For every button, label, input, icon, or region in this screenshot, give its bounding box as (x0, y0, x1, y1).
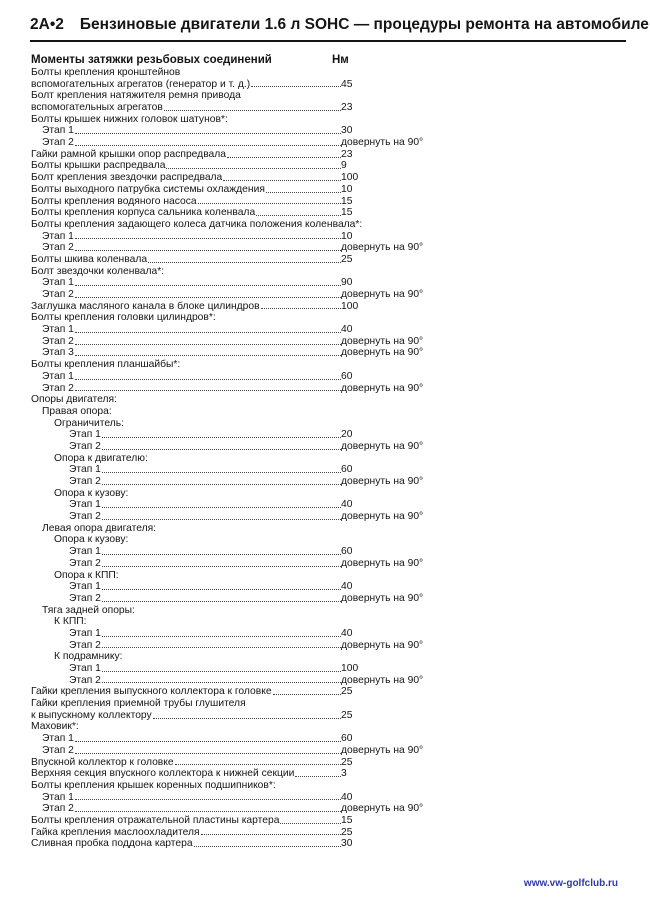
table-row (31, 219, 431, 231)
row-value: 100 (341, 663, 359, 675)
row-label: Опора к кузову: (54, 534, 129, 546)
row-value: 40 (341, 627, 353, 639)
row-value: довернуть на 90° (341, 137, 424, 149)
dot-leader (102, 519, 341, 520)
page-title: Бензиновые двигатели 1.6 л SOHC — процедуры ремонта на автомобиле (79, 16, 649, 33)
row-value: довернуть на 90° (341, 639, 424, 651)
dot-leader (75, 753, 341, 754)
row-label: Этап 2 (42, 335, 74, 347)
table-row (31, 102, 431, 114)
row-value: 10 (341, 183, 353, 195)
table-row (31, 698, 431, 710)
row-label: К КПП: (54, 616, 87, 628)
table-row (31, 277, 431, 289)
row-label: к выпускному коллектору (31, 709, 152, 721)
page-number: 2A•2 (30, 16, 64, 33)
table-row (31, 289, 431, 301)
dot-leader (75, 390, 341, 391)
row-label: Этап 1 (42, 370, 74, 382)
row-label: Гайка крепления маслоохладителя (31, 826, 200, 838)
row-label: Сливная пробка поддона картера (31, 838, 193, 850)
row-value: 100 (341, 300, 359, 312)
column-label-header: Моменты затяжки резьбовых соединений (31, 54, 272, 66)
table-row (31, 79, 431, 91)
table-row (31, 838, 431, 850)
table-row (31, 348, 431, 360)
dot-leader (75, 238, 341, 239)
torque-table (31, 53, 431, 850)
dot-leader (164, 110, 341, 111)
dot-leader (102, 566, 341, 567)
row-label: Тяга задней опоры: (42, 604, 135, 616)
dot-leader (223, 180, 341, 181)
table-row (31, 207, 431, 219)
row-value: 23 (341, 102, 353, 114)
table-row (31, 172, 431, 184)
table-row (31, 827, 431, 839)
table-row (31, 371, 431, 383)
dot-leader (75, 344, 341, 345)
row-label: К подрамнику: (54, 651, 123, 663)
row-value: 9 (341, 160, 347, 172)
row-label: Гайки крепления приемной трубы глушителя (31, 698, 246, 710)
table-header (31, 53, 431, 67)
row-label: Этап 1 (42, 230, 74, 242)
table-row (31, 535, 431, 547)
row-label: Этап 2 (69, 674, 101, 686)
dot-leader (75, 379, 341, 380)
table-row (31, 499, 431, 511)
row-label: Этап 2 (42, 382, 74, 394)
table-row (31, 710, 431, 722)
row-value: довернуть на 90° (341, 674, 424, 686)
dot-leader (75, 741, 341, 742)
row-label: Болты крепления отражательной пластины картера (31, 814, 280, 826)
row-label: Гайки крепления выпускного коллектора к головке (31, 686, 272, 698)
dot-leader (75, 355, 341, 356)
table-row (31, 757, 431, 769)
dot-leader (102, 589, 341, 590)
row-label: Этап 1 (42, 733, 74, 745)
row-label: Этап 2 (42, 744, 74, 756)
row-label: Болты крепления водяного насоса (31, 195, 197, 207)
table-row (31, 242, 431, 254)
row-value: 20 (341, 429, 353, 441)
row-value: 15 (341, 814, 353, 826)
row-value: довернуть на 90° (341, 382, 424, 394)
table-row (31, 453, 431, 465)
row-label: Болты крышки распредвала (31, 160, 166, 172)
dot-leader (75, 285, 341, 286)
row-label: Правая опора: (42, 405, 112, 417)
row-label: Болт крепления звездочки распредвала (31, 172, 223, 184)
row-label: Болты крепления крышек коренных подшипников*: (31, 779, 276, 791)
dot-leader (75, 799, 341, 800)
row-value: 10 (341, 230, 353, 242)
row-value: довернуть на 90° (341, 744, 424, 756)
table-row (31, 137, 431, 149)
row-label: Опора к двигателю: (54, 452, 148, 464)
row-label: Опора к КПП: (54, 569, 119, 581)
row-value: довернуть на 90° (341, 347, 424, 359)
dot-leader (102, 449, 341, 450)
column-unit-header: Нм (332, 54, 349, 66)
page-header (30, 12, 649, 42)
table-row (31, 406, 431, 418)
table-row (31, 231, 431, 243)
row-value: довернуть на 90° (341, 476, 424, 488)
dot-leader (102, 682, 341, 683)
row-value: 25 (341, 826, 353, 838)
table-row (31, 675, 431, 687)
table-row (31, 815, 431, 827)
row-label: Ограничитель: (54, 417, 124, 429)
dot-leader (166, 168, 341, 169)
site-url[interactable]: www.vw-golfclub.ru (523, 878, 618, 889)
table-row (31, 640, 431, 652)
row-label: Впускной коллектор к головке (31, 756, 174, 768)
row-label: Этап 3 (42, 347, 74, 359)
dot-leader (102, 484, 341, 485)
row-value: 40 (341, 581, 353, 593)
row-value: 23 (341, 148, 353, 160)
row-label: Болт звездочки коленвала*: (31, 265, 165, 277)
row-label: Болты выходного патрубка системы охлаждения (31, 183, 265, 195)
row-label: Опоры двигателя: (31, 394, 117, 406)
row-label: Болты шкива коленвала (31, 253, 148, 265)
table-rows (31, 67, 431, 850)
table-row (31, 605, 431, 617)
row-label: Этап 1 (42, 324, 74, 336)
row-label: Заглушка масляного канала в блоке цилиндров (31, 300, 260, 312)
row-value: довернуть на 90° (341, 803, 424, 815)
row-label: Этап 2 (69, 557, 101, 569)
row-label: Этап 1 (69, 429, 101, 441)
dot-leader (261, 308, 341, 309)
table-row (31, 768, 431, 780)
row-label: Этап 1 (69, 464, 101, 476)
table-row (31, 616, 431, 628)
row-value: 25 (341, 756, 353, 768)
table-row (31, 745, 431, 757)
dot-leader (102, 601, 341, 602)
table-row (31, 546, 431, 558)
row-label: Этап 2 (42, 137, 74, 149)
row-label: Этап 2 (69, 592, 101, 604)
table-row (31, 429, 431, 441)
row-label: Этап 2 (69, 476, 101, 488)
row-value: довернуть на 90° (341, 592, 424, 604)
row-value: довернуть на 90° (341, 511, 424, 523)
row-label: Болты крепления планшайбы*: (31, 359, 181, 371)
row-label: Болты крепления головки цилиндров*: (31, 312, 216, 324)
table-row (31, 90, 431, 102)
dot-leader (102, 472, 341, 473)
table-row (31, 593, 431, 605)
row-label: Опора к кузову: (54, 487, 129, 499)
dot-leader (102, 507, 341, 508)
row-label: Этап 1 (42, 277, 74, 289)
dot-leader (75, 133, 341, 134)
dot-leader (266, 192, 341, 193)
table-row (31, 324, 431, 336)
row-value: 25 (341, 686, 353, 698)
table-row (31, 570, 431, 582)
table-row (31, 488, 431, 500)
table-row (31, 125, 431, 137)
dot-leader (148, 262, 341, 263)
row-label: Болты крышек нижних головок шатунов*: (31, 113, 228, 125)
row-label: Маховик*: (31, 721, 79, 733)
row-label: Болты крепления корпуса сальника коленвала (31, 207, 256, 219)
dot-leader (227, 157, 341, 158)
table-row (31, 558, 431, 570)
row-value: 40 (341, 791, 353, 803)
row-label: Гайки рамной крышки опор распредвала (31, 148, 227, 160)
row-label: Этап 2 (42, 289, 74, 301)
row-label: Болт крепления натяжителя ремня привода (31, 90, 241, 102)
table-row (31, 628, 431, 640)
row-label: Этап 1 (42, 791, 74, 803)
dot-leader (194, 846, 341, 847)
row-value: 30 (341, 125, 353, 137)
row-value: 15 (341, 207, 353, 219)
table-row (31, 161, 431, 173)
row-label: Этап 2 (69, 639, 101, 651)
row-label: вспомогательных агрегатов (31, 102, 163, 114)
table-row (31, 312, 431, 324)
table-row (31, 733, 431, 745)
row-value: 25 (341, 253, 353, 265)
row-label: Левая опора двигателя: (42, 522, 157, 534)
dot-leader (251, 86, 341, 87)
table-row (31, 254, 431, 266)
row-value: 45 (341, 78, 353, 90)
row-value: 40 (341, 499, 353, 511)
row-label: Этап 2 (69, 440, 101, 452)
dot-leader (75, 250, 341, 251)
row-value: 3 (341, 768, 347, 780)
row-value: 60 (341, 733, 353, 745)
row-label: Этап 1 (69, 581, 101, 593)
table-row (31, 266, 431, 278)
row-value: довернуть на 90° (341, 440, 424, 452)
row-value: 25 (341, 709, 353, 721)
row-value: 15 (341, 195, 353, 207)
dot-leader (273, 694, 341, 695)
row-label: Этап 1 (42, 125, 74, 137)
row-value: довернуть на 90° (341, 289, 424, 301)
row-label: Верхняя секция впускного коллектора к нижней секции (31, 768, 295, 780)
table-row (31, 476, 431, 488)
row-value: 60 (341, 546, 353, 558)
table-row (31, 67, 431, 79)
dot-leader (75, 811, 341, 812)
table-row (31, 663, 431, 675)
table-row (31, 581, 431, 593)
row-value: довернуть на 90° (341, 242, 424, 254)
row-label: Этап 2 (42, 242, 74, 254)
table-row (31, 336, 431, 348)
row-value: 100 (341, 172, 359, 184)
table-row (31, 114, 431, 126)
row-value: довернуть на 90° (341, 335, 424, 347)
row-label: Болты крепления задающего колеса датчика положения коленвала*: (31, 218, 363, 230)
row-label: Этап 2 (42, 803, 74, 815)
row-label: Болты крепления кронштейнов (31, 66, 181, 78)
table-row (31, 464, 431, 476)
dot-leader (75, 145, 341, 146)
row-label: Этап 1 (69, 627, 101, 639)
row-value: 60 (341, 464, 353, 476)
table-row (31, 149, 431, 161)
dot-leader (201, 834, 341, 835)
table-row (31, 196, 431, 208)
dot-leader (256, 215, 341, 216)
row-value: 30 (341, 838, 353, 850)
table-row (31, 511, 431, 523)
row-value: 40 (341, 324, 353, 336)
table-row (31, 803, 431, 815)
table-row (31, 441, 431, 453)
table-row (31, 780, 431, 792)
table-row (31, 523, 431, 535)
dot-leader (75, 332, 341, 333)
dot-leader (280, 823, 341, 824)
table-row (31, 722, 431, 734)
row-value: 60 (341, 370, 353, 382)
row-label: Этап 1 (69, 499, 101, 511)
table-row (31, 792, 431, 804)
table-row (31, 686, 431, 698)
dot-leader (102, 647, 341, 648)
row-value: 90 (341, 277, 353, 289)
dot-leader (295, 776, 341, 777)
table-row (31, 394, 431, 406)
dot-leader (75, 297, 341, 298)
dot-leader (102, 636, 341, 637)
dot-leader (198, 203, 341, 204)
dot-leader (175, 764, 341, 765)
row-value: довернуть на 90° (341, 557, 424, 569)
dot-leader (102, 437, 341, 438)
table-row (31, 651, 431, 663)
dot-leader (153, 718, 341, 719)
dot-leader (102, 671, 341, 672)
row-label: вспомогательных агрегатов (генератор и т. д.) (31, 78, 251, 90)
row-label: Этап 2 (69, 511, 101, 523)
table-row (31, 359, 431, 371)
dot-leader (102, 554, 341, 555)
table-row (31, 184, 431, 196)
row-label: Этап 1 (69, 663, 101, 675)
table-row (31, 383, 431, 395)
row-label: Этап 1 (69, 546, 101, 558)
table-row (31, 301, 431, 313)
table-row (31, 418, 431, 430)
